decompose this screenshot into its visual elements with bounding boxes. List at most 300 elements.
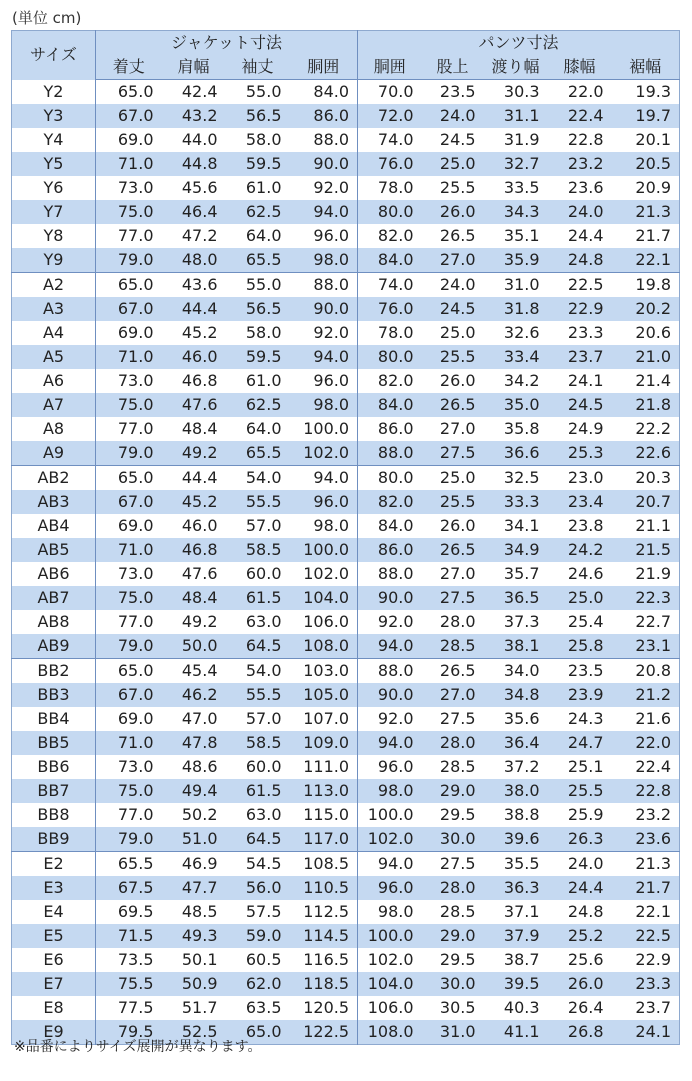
table-row [12,393,680,417]
cell-pants-hem: 20.8 [612,659,680,684]
cell-pants-thigh: 37.9 [484,924,548,948]
cell-pants-knee: 23.4 [548,490,612,514]
table-row [12,996,680,1020]
cell-pants-thigh: 32.7 [484,152,548,176]
cell-jacket-chest: 94.0 [290,466,358,491]
cell-pants-thigh: 33.4 [484,345,548,369]
cell-jacket-shoulder: 48.4 [162,417,226,441]
cell-jacket-shoulder: 51.0 [162,827,226,852]
cell-pants-waist: 76.0 [358,297,422,321]
header-pants-rise: 股上 [422,55,484,80]
cell-jacket-chest: 94.0 [290,345,358,369]
table-row [12,827,680,852]
cell-pants-waist: 84.0 [358,248,422,273]
cell-jacket-length: 71.0 [96,152,162,176]
cell-jacket-chest: 108.5 [290,852,358,877]
cell-jacket-length: 79.5 [96,1020,162,1045]
table-row [12,755,680,779]
cell-pants-rise: 28.0 [422,731,484,755]
cell-pants-knee: 24.8 [548,248,612,273]
cell-pants-rise: 30.0 [422,972,484,996]
cell-jacket-shoulder: 46.8 [162,369,226,393]
cell-jacket-chest: 117.0 [290,827,358,852]
cell-jacket-shoulder: 50.0 [162,634,226,659]
cell-jacket-sleeve: 58.0 [226,128,290,152]
table-row [12,369,680,393]
cell-pants-rise: 29.5 [422,948,484,972]
cell-pants-thigh: 31.0 [484,273,548,298]
cell-jacket-shoulder: 48.6 [162,755,226,779]
cell-jacket-sleeve: 57.0 [226,707,290,731]
cell-pants-waist: 84.0 [358,393,422,417]
cell-pants-hem: 20.7 [612,490,680,514]
cell-jacket-chest: 103.0 [290,659,358,684]
cell-pants-knee: 24.6 [548,562,612,586]
cell-pants-hem: 22.8 [612,779,680,803]
cell-pants-hem: 22.3 [612,586,680,610]
cell-pants-rise: 26.5 [422,393,484,417]
cell-jacket-chest: 102.0 [290,562,358,586]
cell-jacket-chest: 96.0 [290,490,358,514]
cell-pants-rise: 29.5 [422,803,484,827]
cell-pants-thigh: 34.8 [484,683,548,707]
cell-jacket-shoulder: 46.0 [162,345,226,369]
cell-jacket-length: 79.0 [96,248,162,273]
cell-jacket-length: 73.5 [96,948,162,972]
cell-pants-waist: 78.0 [358,321,422,345]
cell-jacket-chest: 100.0 [290,417,358,441]
cell-pants-waist: 94.0 [358,731,422,755]
cell-pants-hem: 19.3 [612,80,680,105]
cell-pants-hem: 23.7 [612,996,680,1020]
cell-pants-thigh: 41.1 [484,1020,548,1045]
cell-pants-knee: 24.2 [548,538,612,562]
cell-jacket-length: 67.5 [96,876,162,900]
cell-jacket-length: 69.5 [96,900,162,924]
cell-size-name: A4 [12,321,96,345]
cell-pants-knee: 25.0 [548,586,612,610]
cell-jacket-shoulder: 45.2 [162,490,226,514]
cell-jacket-chest: 105.0 [290,683,358,707]
cell-pants-hem: 21.1 [612,514,680,538]
cell-pants-waist: 100.0 [358,803,422,827]
cell-jacket-chest: 90.0 [290,152,358,176]
cell-pants-waist: 106.0 [358,996,422,1020]
cell-jacket-length: 71.0 [96,538,162,562]
cell-pants-waist: 88.0 [358,441,422,466]
cell-pants-thigh: 38.8 [484,803,548,827]
cell-pants-thigh: 31.9 [484,128,548,152]
cell-jacket-shoulder: 44.4 [162,466,226,491]
cell-pants-hem: 21.0 [612,345,680,369]
cell-pants-rise: 25.0 [422,466,484,491]
table-row [12,273,680,298]
cell-pants-rise: 28.5 [422,900,484,924]
cell-pants-rise: 26.0 [422,200,484,224]
cell-jacket-shoulder: 46.9 [162,852,226,877]
cell-pants-hem: 21.3 [612,200,680,224]
cell-size-name: BB4 [12,707,96,731]
cell-size-name: AB8 [12,610,96,634]
cell-pants-thigh: 36.6 [484,441,548,466]
cell-jacket-sleeve: 62.5 [226,393,290,417]
cell-pants-waist: 102.0 [358,948,422,972]
cell-size-name: BB3 [12,683,96,707]
cell-pants-thigh: 38.1 [484,634,548,659]
cell-jacket-chest: 112.5 [290,900,358,924]
cell-jacket-sleeve: 56.0 [226,876,290,900]
cell-pants-knee: 24.4 [548,876,612,900]
cell-pants-hem: 21.4 [612,369,680,393]
cell-pants-knee: 23.3 [548,321,612,345]
cell-size-name: AB6 [12,562,96,586]
cell-jacket-sleeve: 61.5 [226,586,290,610]
cell-size-name: Y3 [12,104,96,128]
cell-pants-rise: 24.0 [422,104,484,128]
cell-size-name: Y5 [12,152,96,176]
cell-pants-rise: 27.0 [422,417,484,441]
cell-jacket-shoulder: 47.0 [162,707,226,731]
cell-size-name: Y9 [12,248,96,273]
cell-pants-rise: 24.5 [422,128,484,152]
cell-pants-thigh: 38.7 [484,948,548,972]
cell-jacket-length: 71.5 [96,924,162,948]
cell-size-name: A8 [12,417,96,441]
cell-size-name: Y4 [12,128,96,152]
cell-pants-waist: 96.0 [358,755,422,779]
cell-pants-rise: 26.5 [422,224,484,248]
cell-pants-waist: 70.0 [358,80,422,105]
cell-pants-hem: 21.5 [612,538,680,562]
table-row [12,900,680,924]
cell-jacket-chest: 96.0 [290,369,358,393]
cell-jacket-sleeve: 54.0 [226,466,290,491]
table-row [12,490,680,514]
cell-jacket-length: 67.0 [96,490,162,514]
cell-jacket-sleeve: 59.5 [226,345,290,369]
cell-jacket-length: 65.0 [96,659,162,684]
cell-pants-hem: 21.7 [612,876,680,900]
cell-jacket-shoulder: 47.6 [162,562,226,586]
table-header [12,31,680,80]
cell-size-name: AB3 [12,490,96,514]
cell-pants-hem: 22.7 [612,610,680,634]
cell-pants-rise: 26.5 [422,538,484,562]
cell-jacket-chest: 98.0 [290,248,358,273]
cell-jacket-chest: 92.0 [290,321,358,345]
cell-pants-rise: 28.5 [422,755,484,779]
cell-jacket-sleeve: 54.0 [226,659,290,684]
cell-jacket-chest: 84.0 [290,80,358,105]
cell-pants-hem: 23.2 [612,803,680,827]
cell-jacket-chest: 111.0 [290,755,358,779]
cell-pants-waist: 86.0 [358,538,422,562]
cell-jacket-shoulder: 45.4 [162,659,226,684]
table-row [12,562,680,586]
cell-jacket-length: 77.0 [96,803,162,827]
cell-pants-rise: 27.0 [422,683,484,707]
cell-size-name: A9 [12,441,96,466]
cell-pants-knee: 25.5 [548,779,612,803]
cell-jacket-shoulder: 51.7 [162,996,226,1020]
cell-jacket-shoulder: 45.2 [162,321,226,345]
cell-jacket-length: 69.0 [96,707,162,731]
cell-pants-waist: 76.0 [358,152,422,176]
cell-jacket-sleeve: 55.5 [226,683,290,707]
cell-jacket-chest: 92.0 [290,176,358,200]
cell-jacket-shoulder: 46.2 [162,683,226,707]
cell-pants-thigh: 35.7 [484,562,548,586]
cell-pants-thigh: 37.1 [484,900,548,924]
cell-size-name: E2 [12,852,96,877]
cell-pants-hem: 21.3 [612,852,680,877]
table-row [12,104,680,128]
cell-jacket-length: 65.0 [96,466,162,491]
cell-pants-hem: 20.1 [612,128,680,152]
table-row [12,248,680,273]
cell-pants-waist: 80.0 [358,200,422,224]
cell-jacket-length: 71.0 [96,345,162,369]
cell-pants-waist: 84.0 [358,514,422,538]
cell-jacket-chest: 114.5 [290,924,358,948]
cell-jacket-chest: 113.0 [290,779,358,803]
header-pants-thigh: 渡り幅 [484,55,548,80]
cell-pants-hem: 23.6 [612,827,680,852]
cell-jacket-shoulder: 50.1 [162,948,226,972]
cell-pants-rise: 30.5 [422,996,484,1020]
cell-pants-rise: 31.0 [422,1020,484,1045]
cell-jacket-chest: 110.5 [290,876,358,900]
cell-pants-hem: 21.6 [612,707,680,731]
cell-pants-rise: 25.5 [422,345,484,369]
cell-jacket-chest: 88.0 [290,128,358,152]
cell-pants-thigh: 35.0 [484,393,548,417]
header-pants-waist: 胴囲 [358,55,422,80]
cell-pants-rise: 28.5 [422,634,484,659]
cell-jacket-sleeve: 63.0 [226,803,290,827]
cell-jacket-shoulder: 46.0 [162,514,226,538]
cell-pants-thigh: 34.0 [484,659,548,684]
cell-size-name: BB6 [12,755,96,779]
cell-jacket-shoulder: 47.8 [162,731,226,755]
cell-pants-waist: 108.0 [358,1020,422,1045]
cell-pants-rise: 24.5 [422,297,484,321]
cell-size-name: AB5 [12,538,96,562]
cell-jacket-length: 67.0 [96,297,162,321]
cell-size-name: BB2 [12,659,96,684]
cell-pants-knee: 25.8 [548,634,612,659]
cell-pants-hem: 21.9 [612,562,680,586]
cell-jacket-sleeve: 55.0 [226,273,290,298]
header-size: サイズ [12,31,96,80]
cell-pants-hem: 20.9 [612,176,680,200]
cell-pants-knee: 24.0 [548,200,612,224]
cell-jacket-chest: 86.0 [290,104,358,128]
cell-jacket-chest: 109.0 [290,731,358,755]
cell-jacket-length: 65.0 [96,80,162,105]
cell-jacket-length: 69.0 [96,321,162,345]
cell-pants-hem: 22.6 [612,441,680,466]
cell-pants-rise: 25.5 [422,490,484,514]
cell-pants-hem: 22.5 [612,924,680,948]
cell-pants-knee: 24.4 [548,224,612,248]
cell-jacket-shoulder: 49.3 [162,924,226,948]
cell-pants-waist: 78.0 [358,176,422,200]
cell-pants-waist: 82.0 [358,224,422,248]
cell-jacket-length: 73.0 [96,562,162,586]
cell-jacket-chest: 120.5 [290,996,358,1020]
table-row [12,972,680,996]
header-pants-hem: 裾幅 [612,55,680,80]
cell-pants-rise: 27.0 [422,248,484,273]
cell-pants-thigh: 40.3 [484,996,548,1020]
cell-pants-hem: 21.7 [612,224,680,248]
cell-jacket-length: 77.0 [96,417,162,441]
table-row [12,586,680,610]
cell-pants-waist: 98.0 [358,779,422,803]
table-row [12,779,680,803]
cell-jacket-sleeve: 64.5 [226,827,290,852]
cell-pants-hem: 22.0 [612,731,680,755]
cell-pants-waist: 82.0 [358,490,422,514]
cell-jacket-length: 77.5 [96,996,162,1020]
cell-jacket-length: 75.0 [96,200,162,224]
cell-size-name: AB4 [12,514,96,538]
cell-pants-hem: 23.3 [612,972,680,996]
cell-jacket-sleeve: 60.0 [226,755,290,779]
table-row [12,948,680,972]
cell-pants-knee: 24.3 [548,707,612,731]
header-jacket-group: ジャケット寸法 [96,31,358,56]
cell-size-name: Y7 [12,200,96,224]
cell-jacket-shoulder: 44.4 [162,297,226,321]
cell-jacket-sleeve: 55.0 [226,80,290,105]
cell-size-name: BB8 [12,803,96,827]
cell-jacket-shoulder: 45.6 [162,176,226,200]
cell-jacket-sleeve: 59.0 [226,924,290,948]
cell-jacket-shoulder: 44.0 [162,128,226,152]
table-row [12,538,680,562]
cell-pants-knee: 24.7 [548,731,612,755]
table-row [12,634,680,659]
cell-jacket-shoulder: 44.8 [162,152,226,176]
cell-jacket-shoulder: 48.0 [162,248,226,273]
cell-pants-knee: 22.9 [548,297,612,321]
cell-jacket-shoulder: 48.5 [162,900,226,924]
size-chart-table [11,30,680,1045]
cell-jacket-sleeve: 59.5 [226,152,290,176]
table-row [12,128,680,152]
cell-pants-rise: 29.0 [422,924,484,948]
cell-pants-waist: 90.0 [358,683,422,707]
header-jacket-sleeve: 袖丈 [226,55,290,80]
cell-jacket-sleeve: 60.5 [226,948,290,972]
table-row [12,321,680,345]
cell-pants-thigh: 36.5 [484,586,548,610]
cell-pants-rise: 28.0 [422,610,484,634]
cell-pants-waist: 92.0 [358,610,422,634]
cell-size-name: E8 [12,996,96,1020]
cell-pants-knee: 26.0 [548,972,612,996]
cell-size-name: E4 [12,900,96,924]
cell-jacket-sleeve: 65.5 [226,248,290,273]
cell-pants-rise: 27.5 [422,852,484,877]
cell-pants-hem: 20.3 [612,466,680,491]
cell-size-name: BB5 [12,731,96,755]
cell-pants-waist: 82.0 [358,369,422,393]
header-jacket-chest: 胴囲 [290,55,358,80]
header-pants-knee: 膝幅 [548,55,612,80]
table-row [12,514,680,538]
cell-pants-waist: 74.0 [358,128,422,152]
cell-pants-thigh: 37.2 [484,755,548,779]
table-row [12,707,680,731]
cell-pants-knee: 22.5 [548,273,612,298]
cell-size-name: E9 [12,1020,96,1045]
cell-jacket-shoulder: 48.4 [162,586,226,610]
cell-jacket-sleeve: 63.0 [226,610,290,634]
cell-pants-waist: 88.0 [358,659,422,684]
cell-jacket-sleeve: 57.5 [226,900,290,924]
cell-jacket-sleeve: 55.5 [226,490,290,514]
cell-size-name: AB7 [12,586,96,610]
cell-jacket-sleeve: 64.0 [226,417,290,441]
cell-jacket-chest: 106.0 [290,610,358,634]
cell-pants-rise: 27.5 [422,586,484,610]
table-row [12,297,680,321]
cell-pants-rise: 25.0 [422,152,484,176]
cell-pants-waist: 80.0 [358,466,422,491]
cell-jacket-sleeve: 61.5 [226,779,290,803]
cell-jacket-length: 79.0 [96,634,162,659]
header-jacket-shoulder: 肩幅 [162,55,226,80]
cell-jacket-sleeve: 63.5 [226,996,290,1020]
cell-pants-thigh: 34.1 [484,514,548,538]
cell-pants-hem: 22.2 [612,417,680,441]
cell-size-name: E7 [12,972,96,996]
cell-pants-knee: 24.5 [548,393,612,417]
cell-pants-hem: 22.1 [612,900,680,924]
cell-pants-rise: 29.0 [422,779,484,803]
cell-size-name: Y6 [12,176,96,200]
cell-pants-knee: 24.1 [548,369,612,393]
cell-pants-rise: 30.0 [422,827,484,852]
cell-jacket-shoulder: 47.2 [162,224,226,248]
cell-pants-knee: 23.7 [548,345,612,369]
cell-pants-knee: 22.4 [548,104,612,128]
cell-pants-knee: 25.4 [548,610,612,634]
cell-jacket-length: 69.0 [96,514,162,538]
cell-pants-hem: 21.8 [612,393,680,417]
cell-pants-thigh: 39.6 [484,827,548,852]
cell-jacket-chest: 96.0 [290,224,358,248]
cell-pants-thigh: 39.5 [484,972,548,996]
cell-jacket-length: 67.0 [96,104,162,128]
cell-jacket-sleeve: 65.0 [226,1020,290,1045]
cell-jacket-shoulder: 46.8 [162,538,226,562]
cell-pants-knee: 22.8 [548,128,612,152]
cell-jacket-chest: 107.0 [290,707,358,731]
cell-jacket-length: 69.0 [96,128,162,152]
header-jacket-length: 着丈 [96,55,162,80]
table-row [12,80,680,105]
cell-pants-waist: 100.0 [358,924,422,948]
table-row [12,876,680,900]
cell-pants-thigh: 30.3 [484,80,548,105]
table-row [12,610,680,634]
cell-pants-rise: 23.5 [422,80,484,105]
cell-jacket-length: 65.5 [96,852,162,877]
